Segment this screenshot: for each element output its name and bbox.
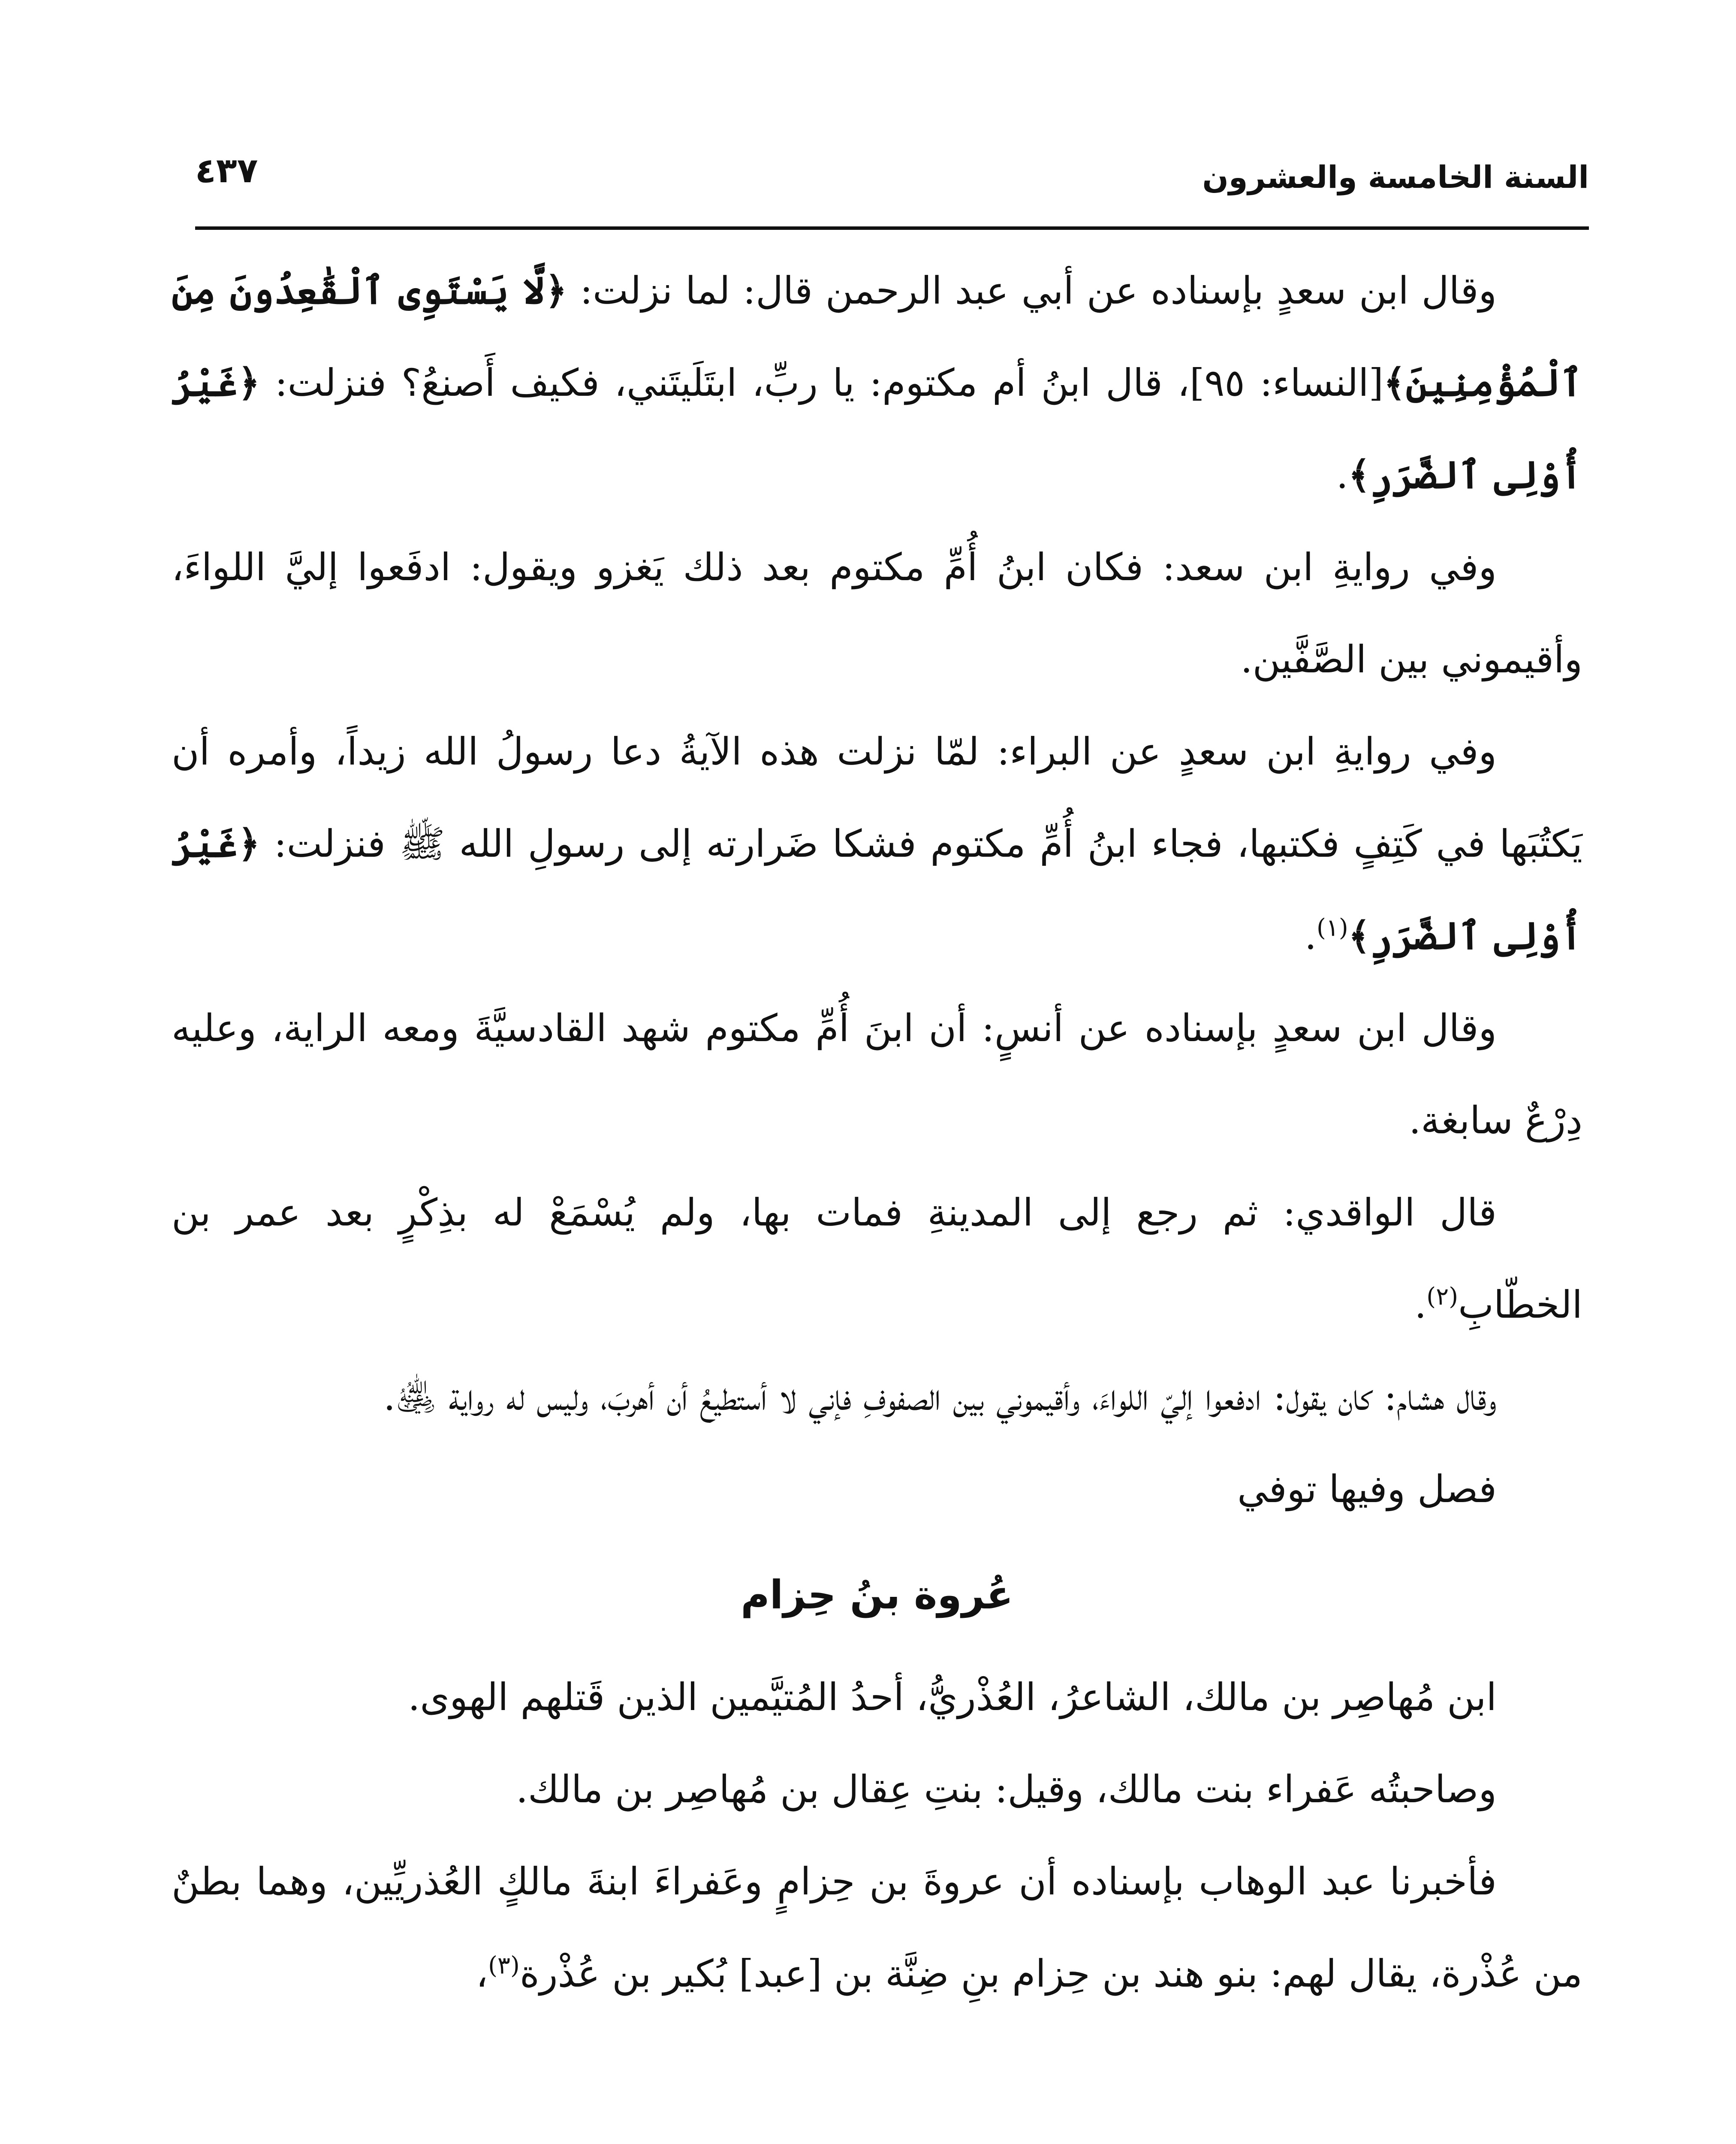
paragraph-text: . — [1336, 453, 1348, 497]
header-divider — [195, 226, 1589, 230]
quran-quote: ﴿لَّا يَسْتَوِى ٱلْقَٰعِدُونَ مِنَ ٱلْمُؤْمِنِينَ﴾ — [172, 268, 1583, 405]
paragraph-lineage: ابن مُهاصِر بن مالك، الشاعرُ، العُذْريُّ، أحدُ المُتيَّمين الذين قَتلهم الهوى. — [408, 1675, 1497, 1719]
paragraph-text: وفي روايةِ ابن سعدٍ عن البراء: لمّا نزلت هذه الآيةُ دعا رسولُ الله زيداً، وأمره أن يَكتُبَها في كَتِفٍ فكتبها، فجاء ابنُ أُمِّ مكتوم فشكا ضَرارته إلى رسولِ الله ﷺ فنزلت: — [172, 729, 1582, 866]
quran-quote: ﴿غَيْرُ أُوْلِى ٱلضَّرَرِ﴾ — [172, 821, 1582, 958]
paragraph-al-baraa-narration — [172, 705, 1582, 982]
paragraph-text: [النساء: ٩٥]، قال ابنُ أم مكتوم: يا ربِّ، ابتَلَيتَني، فكيف أَصنعُ؟ فنزلت: — [260, 361, 1383, 405]
footnote-marker[interactable]: (٣) — [488, 1951, 520, 1980]
section-intro-line: فصل وفيها توفي — [1237, 1467, 1497, 1511]
page-header — [195, 142, 1589, 206]
paragraph-anas-narration: وقال ابن سعدٍ بإسناده عن أنسٍ: أن ابنَ أُمِّ مكتوم شهد القادسيَّةَ ومعه الراية، وعليه دِرْعٌ سابغة. — [172, 1006, 1582, 1142]
paragraph-hisham: وقال هشام: كان يقول: ادفعوا إليّ اللواءَ، وأقيموني بين الصفوفِ فإني لا أستطيعُ أن أهربَ، وليس له رواية ﵁. — [383, 1375, 1497, 1419]
paragraph-text: . — [1304, 914, 1317, 958]
section-title: عُروة بنُ حِزام — [741, 1572, 1013, 1618]
footnote-marker[interactable]: (١) — [1316, 914, 1348, 942]
footnote-marker[interactable]: (٢) — [1426, 1283, 1459, 1311]
running-title: السنة الخامسة والعشرون — [1202, 159, 1589, 195]
page-number: ٤٣٧ — [195, 151, 258, 190]
paragraph-ibn-saad-narration: وفي روايةِ ابن سعد: فكان ابنُ أُمِّ مكتوم بعد ذلك يَغزو ويقول: ادفَعوا إليَّ اللواءَ، وأقيموني بين الصَّفَّين. — [172, 545, 1582, 681]
quran-quote: ﴿غَيْرُ أُوْلِى ٱلضَّرَرِ﴾ — [172, 360, 1582, 497]
paragraph-text: وقال ابن سعدٍ بإسناده عن أبي عبد الرحمن قال: لما نزلت: — [567, 268, 1497, 313]
main-text — [172, 244, 1582, 2020]
paragraph-text: ، — [476, 1951, 488, 1996]
paragraph-text: . — [1414, 1283, 1427, 1327]
paragraph-ibn-saad-abu-abd-alrahman — [172, 244, 1582, 521]
paragraph-text: فأخبرنا عبد الوهاب بإسناده أن عروةَ بن حِزامٍ وعَفراءَ ابنةَ مالكٍ العُذريِّين، وهما بطنٌ من عُذْرة، يقال لهم: بنو هند بن حِزام بنِ ضِنَّة بن [عبد] بُكير بن عُذْرة — [172, 1859, 1582, 1996]
paragraph-text: قال الواقدي: ثم رجع إلى المدينةِ فمات بها، ولم يُسْمَعْ له بذِكْرٍ بعد عمر بن الخطّابِ — [172, 1190, 1582, 1327]
paragraph-al-waqidi — [172, 1166, 1582, 1351]
paragraph-abd-alwahhab — [172, 1835, 1582, 2020]
paragraph-companion: وصاحبتُه عَفراء بنت مالك، وقيل: بنتِ عِقال بن مُهاصِر بن مالك. — [516, 1767, 1497, 1811]
